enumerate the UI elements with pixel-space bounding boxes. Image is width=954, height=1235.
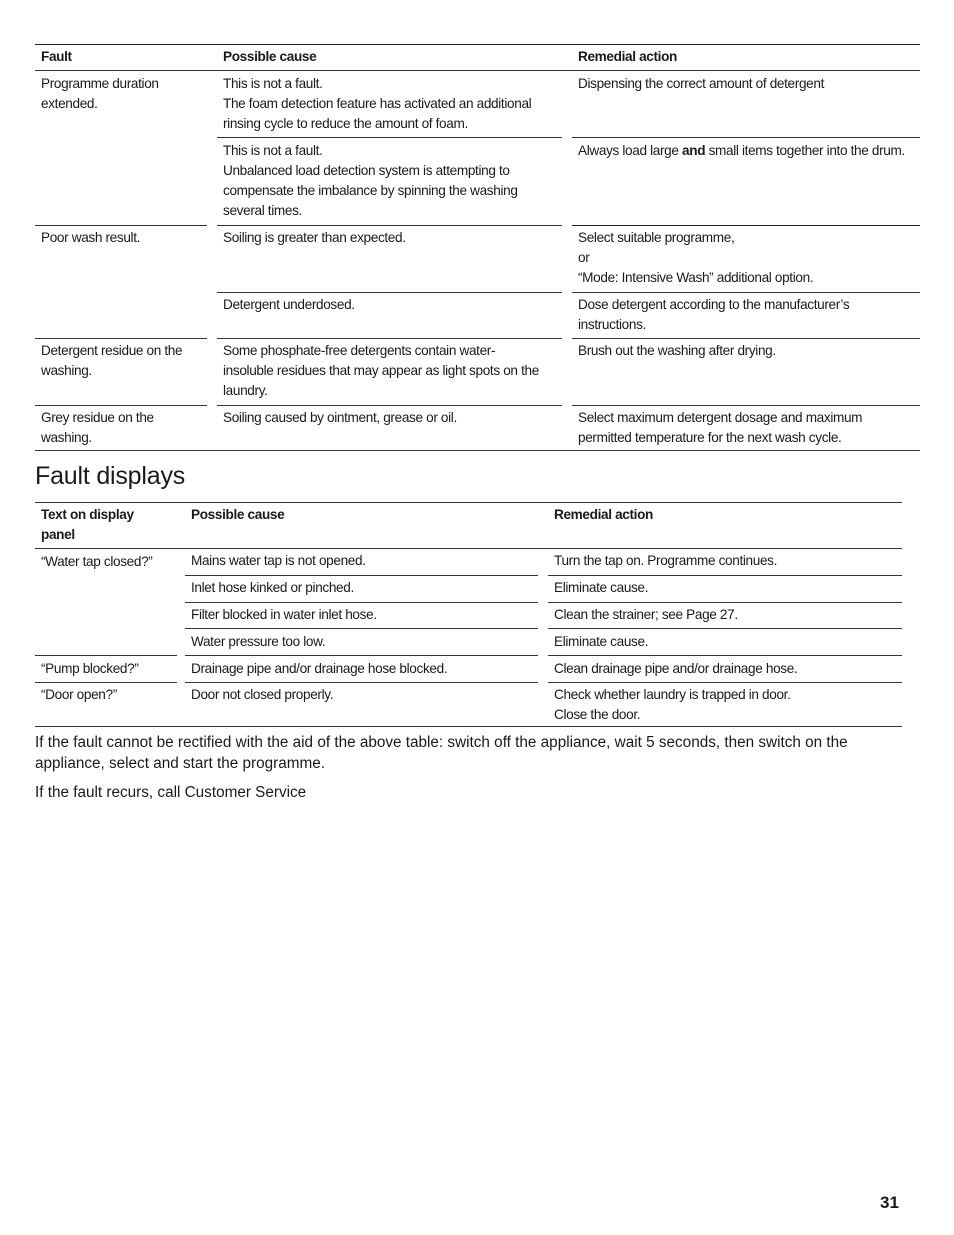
fault-cell: Grey residue on the washing. xyxy=(41,410,154,445)
instruction-paragraph: If the fault cannot be rectified with the aid of the above table: switch off the appliance, wait 5 seconds, then switch on the appliance, select and start the programme. xyxy=(35,734,848,772)
cause-cell: Soiling caused by ointment, grease or oil. xyxy=(223,410,457,425)
cause-line: This is not a fault. xyxy=(223,143,323,158)
header-text-on-display: Text on display panel xyxy=(41,507,134,542)
cause-cell: Some phosphate-free detergents contain water-insoluble residues that may appear as light spots on the laundry. xyxy=(223,343,539,398)
cause-cell: Water pressure too low. xyxy=(191,634,326,649)
action-cell xyxy=(548,685,902,725)
action-cell: Clean the strainer; see Page 27. xyxy=(554,607,738,622)
display-text-cell: “Door open?” xyxy=(41,687,117,702)
cause-cell: Mains water tap is not opened. xyxy=(191,553,366,568)
action-cell: Brush out the washing after drying. xyxy=(578,343,776,358)
cause-cell: Filter blocked in water inlet hose. xyxy=(191,607,377,622)
table-rule xyxy=(217,338,562,339)
table-rule xyxy=(548,682,902,683)
action-emphasis: and xyxy=(682,143,706,158)
action-cell xyxy=(572,228,920,288)
page-number: 31 xyxy=(880,1193,899,1212)
cause-line: The foam detection feature has activated an additional rinsing cycle to reduce the amount of foam. xyxy=(223,96,532,131)
table-rule xyxy=(185,655,538,656)
header-possible-cause: Possible cause xyxy=(223,49,317,64)
display-text-cell: “Water tap closed?” xyxy=(41,554,153,569)
action-cell: Dispensing the correct amount of detergent xyxy=(578,76,824,91)
table-rule xyxy=(35,450,920,451)
table-rule xyxy=(35,682,177,683)
fault-cell: Detergent residue on the washing. xyxy=(41,343,183,378)
table-rule xyxy=(185,628,538,629)
cause-cell: Door not closed properly. xyxy=(191,687,334,702)
table-rule xyxy=(35,502,902,503)
table-rule xyxy=(217,225,562,226)
cause-cell xyxy=(217,141,562,221)
table-rule xyxy=(572,338,920,339)
header-remedial-action: Remedial action xyxy=(578,49,677,64)
table-rule xyxy=(548,575,902,576)
table-rule xyxy=(35,44,920,45)
header-fault: Fault xyxy=(41,49,72,64)
fault-cell: Poor wash result. xyxy=(41,230,141,245)
action-line: Check whether laundry is trapped in door. xyxy=(554,687,791,702)
table-rule xyxy=(185,575,538,576)
cause-cell xyxy=(217,74,562,134)
customer-service-paragraph: If the fault recurs, call Customer Service xyxy=(35,784,307,801)
action-cell: Dose detergent according to the manufacturer’s instructions. xyxy=(578,297,850,332)
cause-cell: Drainage pipe and/or drainage hose blocked. xyxy=(191,661,448,676)
cause-line: This is not a fault. xyxy=(223,76,323,91)
display-text-cell: “Pump blocked?” xyxy=(41,661,139,676)
table-rule xyxy=(35,655,177,656)
table-rule xyxy=(572,225,920,226)
table-rule xyxy=(35,70,920,71)
table-rule xyxy=(185,602,538,603)
fault-cell: Programme duration extended. xyxy=(41,76,159,111)
header-remedial-action: Remedial action xyxy=(554,507,653,522)
action-line: Close the door. xyxy=(554,707,641,722)
action-cell: Clean drainage pipe and/or drainage hose. xyxy=(554,661,798,676)
table-rule xyxy=(572,292,920,293)
cause-cell: Soiling is greater than expected. xyxy=(223,230,406,245)
table-rule xyxy=(35,726,902,727)
action-cell: Eliminate cause. xyxy=(554,580,649,595)
action-cell xyxy=(572,141,912,161)
action-line: or xyxy=(578,250,590,265)
table-rule xyxy=(548,628,902,629)
cause-cell: Detergent underdosed. xyxy=(223,297,355,312)
action-cell: Eliminate cause. xyxy=(554,634,649,649)
table-rule xyxy=(548,655,902,656)
table-rule xyxy=(217,137,562,138)
header-possible-cause: Possible cause xyxy=(191,507,285,522)
table-rule xyxy=(217,405,562,406)
cause-line: Unbalanced load detection system is attempting to compensate the imbalance by spinning the washing several times. xyxy=(223,163,518,218)
table-rule xyxy=(217,292,562,293)
action-line: Select suitable programme, xyxy=(578,230,735,245)
cause-cell: Inlet hose kinked or pinched. xyxy=(191,580,354,595)
table-rule xyxy=(35,225,207,226)
table-rule xyxy=(572,405,920,406)
section-title: Fault displays xyxy=(35,462,186,490)
action-text: small items together into the drum. xyxy=(705,143,905,158)
table-rule xyxy=(35,548,902,549)
table-rule xyxy=(185,682,538,683)
action-cell: Select maximum detergent dosage and maximum permitted temperature for the next wash cycle. xyxy=(578,410,863,445)
action-cell: Turn the tap on. Programme continues. xyxy=(554,553,778,568)
action-line: “Mode: Intensive Wash” additional option. xyxy=(578,270,814,285)
table-rule xyxy=(548,602,902,603)
table-rule xyxy=(572,137,920,138)
action-text: Always load large xyxy=(578,143,683,158)
table-rule xyxy=(35,338,207,339)
table-rule xyxy=(35,405,207,406)
